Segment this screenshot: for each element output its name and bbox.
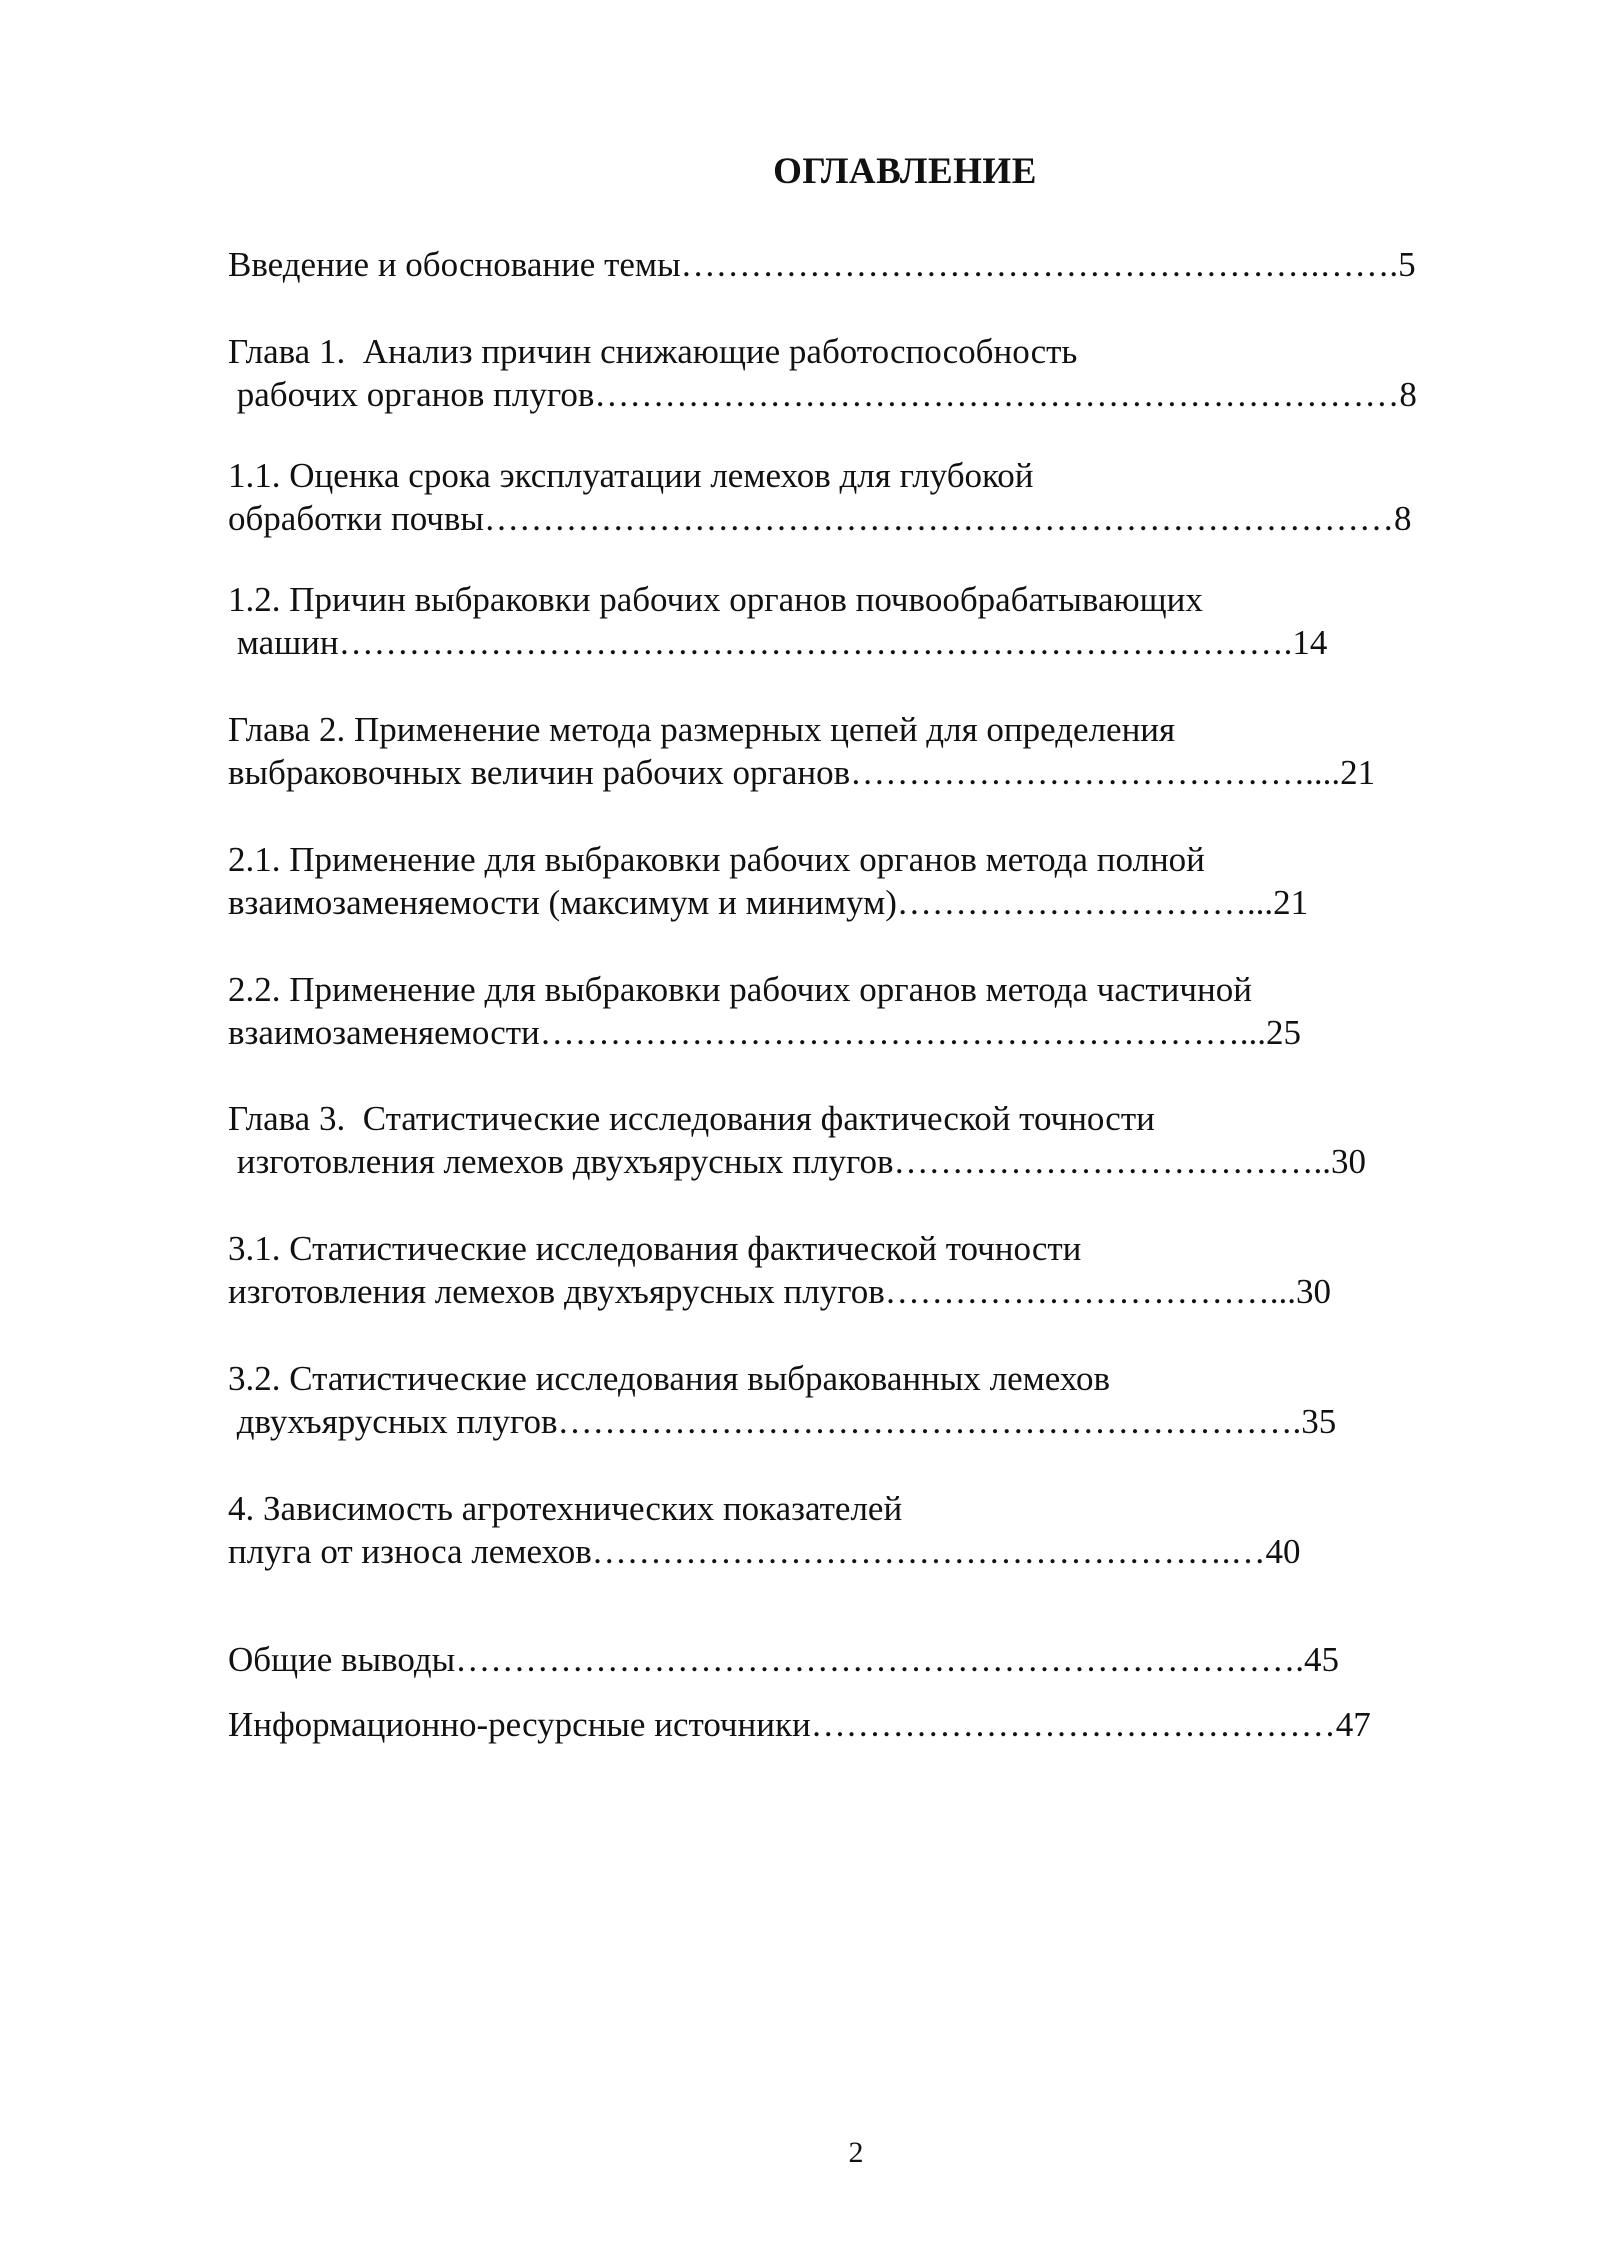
toc-entry-chapter-2-line-2: выбраковочных величин рабочих органов…………………………………....21 (228, 753, 1376, 792)
toc-entry-chapter-1-line-2: рабочих органов плугов……………………………………………………………8 (228, 375, 1417, 414)
toc-entry-2-1-line-1: 2.1. Применение для выбраковки рабочих органов метода полной (228, 840, 1205, 879)
toc-entry-1-2-line-2: машин……………………………………………………………………….14 (228, 623, 1328, 662)
toc-entry-3-2-line-2: двухъярусных плугов……………………………………………………….35 (228, 1402, 1337, 1441)
toc-entry-chapter-1-line-1: Глава 1. Анализ причин снижающие работоспособность (228, 332, 1078, 371)
toc-entry-1-2-line-1: 1.2. Причин выбраковки рабочих органов почвообрабатывающих (228, 580, 1203, 619)
toc-entry-general-conclusions: Общие выводы……………………………………………………………….45 (228, 1640, 1339, 1679)
toc-entry-1-1-line-2: обработки почвы……………………………………………………………………8 (228, 499, 1412, 538)
toc-entry-3-1-line-2: изготовления лемехов двухъярусных плугов……………………………...30 (228, 1272, 1331, 1311)
toc-entry-4-line-1: 4. Зависимость агротехнических показателей (228, 1489, 903, 1528)
toc-entry-2-1-line-2: взаимозаменяемости (максимум и минимум)…………………………...21 (228, 883, 1309, 922)
page-number: 2 (848, 2136, 864, 2169)
toc-entry-2-2-line-1: 2.2. Применение для выбраковки рабочих органов метода частичной (228, 970, 1252, 1009)
toc-entry-chapter-2-line-1: Глава 2. Применение метода размерных цепей для определения (228, 710, 1176, 749)
page-title: ОГЛАВЛЕНИЕ (773, 151, 1037, 192)
toc-entry-3-2-line-1: 3.2. Статистические исследования выбракованных лемехов (228, 1359, 1111, 1398)
toc-entry-4-line-2: плуга от износа лемехов……………………………………………….…40 (228, 1532, 1301, 1571)
toc-entry-chapter-3-line-2: изготовления лемехов двухъярусных плугов………………………………..30 (228, 1142, 1366, 1181)
toc-entry-3-1-line-1: 3.1. Статистические исследования фактической точности (228, 1229, 1082, 1268)
toc-entry-chapter-3-line-1: Глава 3. Статистические исследования фактической точности (228, 1099, 1155, 1138)
toc-entry-introduction: Введение и обоснование темы……………………………………………….…….5 (228, 245, 1416, 284)
toc-entry-references: Информационно-ресурсные источники………………………………………47 (228, 1705, 1371, 1744)
toc-entry-1-1-line-1: 1.1. Оценка срока эксплуатации лемехов для глубокой (228, 456, 1034, 495)
toc-entry-2-2-line-2: взаимозаменяемости……………………………………………………...25 (228, 1013, 1302, 1052)
